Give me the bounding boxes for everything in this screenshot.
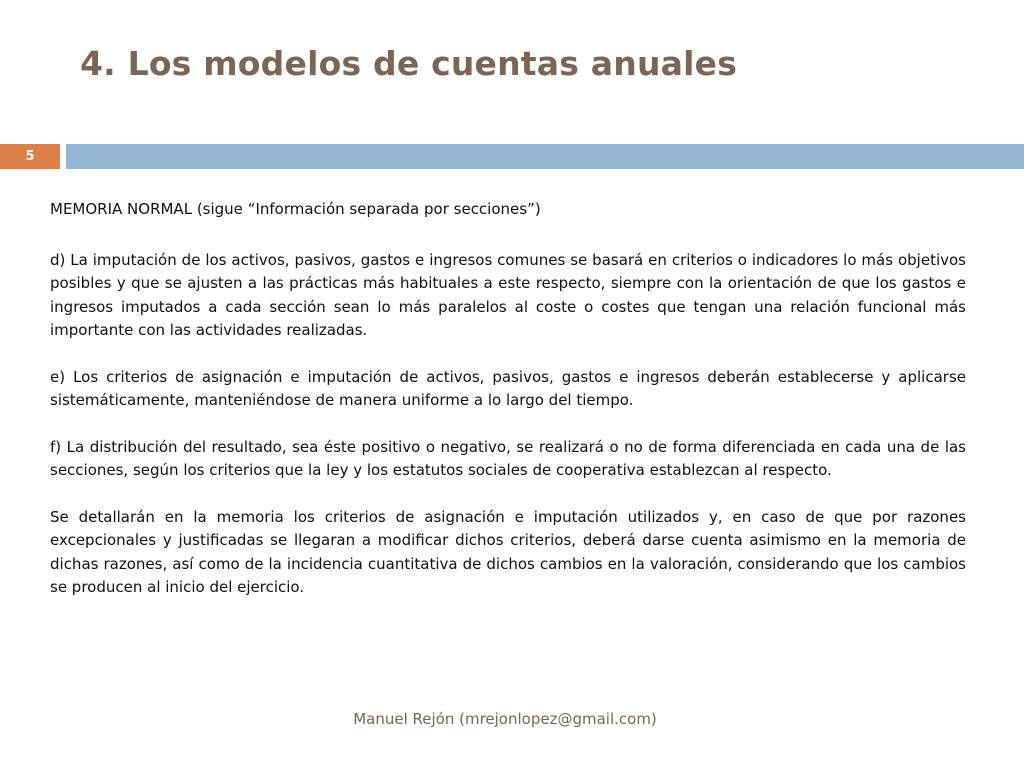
slide-number-badge: 5 (0, 144, 60, 169)
slide-content (50, 198, 966, 623)
section-heading: MEMORIA NORMAL (sigue “Información separada por secciones”) (50, 200, 541, 218)
footer-author: Manuel Rejón (mrejonlopez@gmail.com) (353, 710, 657, 728)
paragraph-d: d) La imputación de los activos, pasivos, gastos e ingresos comunes se basará en criterios o indicadores lo más objetivos posibles y que se ajusten a las prácticas más habituales a este respecto, siempre con la orientación de que los gastos e ingresos imputados a cada sección sean lo más paralelos al coste o costes que tengan una relación funcional más importante con las actividades realizadas. (50, 250, 966, 339)
slide-title: 4. Los modelos de cuentas anuales (80, 44, 738, 83)
paragraph-f: f) La distribución del resultado, sea éste positivo o negativo, se realizará o no de forma diferenciada en cada una de las secciones, según los criterios que la ley y los estatutos sociales de cooperativa establezcan al respecto. (50, 437, 966, 479)
paragraph-closing: Se detallarán en la memoria los criterios de asignación e imputación utilizados y, en caso de que por razones excepcionales y justificadas se llegaran a modificar dichos criterios, deberá darse cuenta asimismo en la memoria de dichas razones, así como de la incidencia cuantitativa de dichos cambios en la valoración, considerando que los cambios se producen al inicio del ejercicio. (50, 507, 966, 596)
header-accent-bar (66, 144, 1024, 169)
paragraph-e: e) Los criterios de asignación e imputación de activos, pasivos, gastos e ingresos deberán establecerse y aplicarse sistemáticamente, manteniéndose de manera uniforme a lo largo del tiempo. (50, 367, 966, 409)
